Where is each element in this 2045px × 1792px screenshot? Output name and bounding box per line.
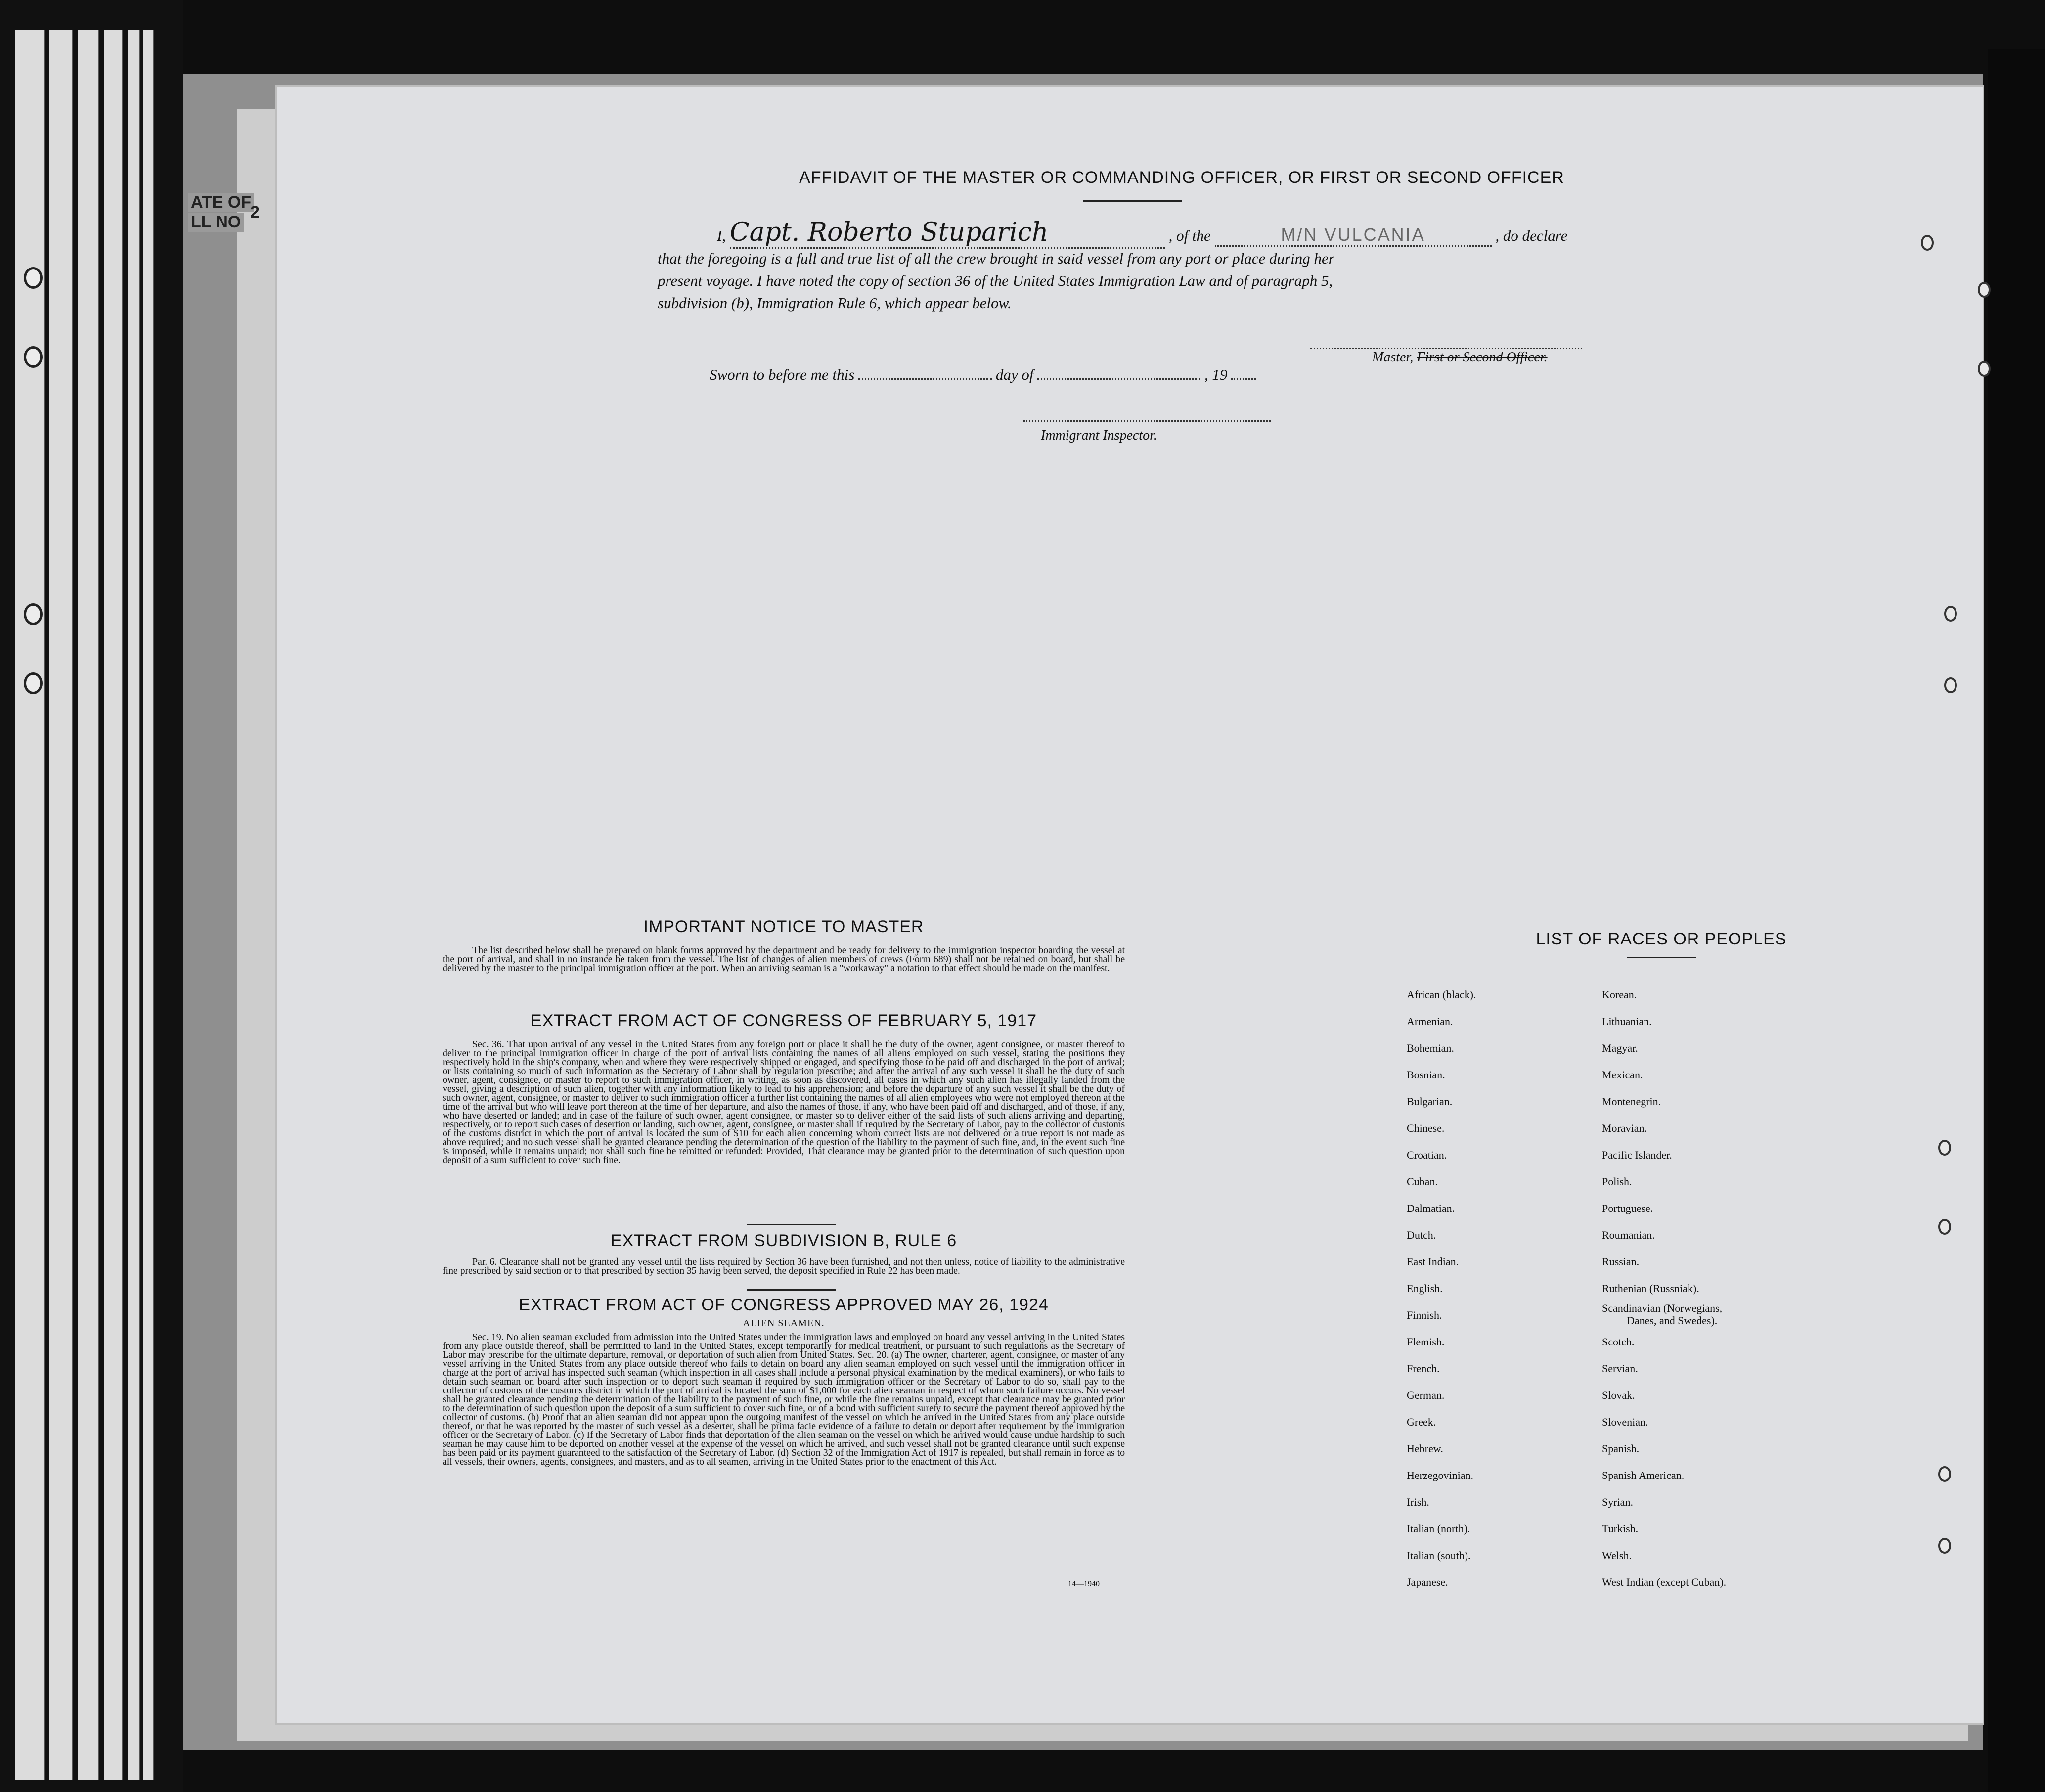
punch-hole	[1921, 235, 1934, 251]
race-item-line: Danes, and Swedes).	[1627, 1314, 1718, 1327]
inspector-signature-line	[1023, 420, 1271, 422]
binder-sheet	[15, 30, 45, 1780]
punch-hole	[1944, 606, 1957, 622]
punch-hole	[1938, 1219, 1951, 1235]
race-item: Pacific Islander.	[1602, 1149, 1672, 1161]
race-item: Spanish American.	[1602, 1469, 1685, 1481]
master-label: Master,	[1372, 350, 1414, 365]
race-item: Slovak.	[1602, 1389, 1635, 1401]
race-item: Japanese.	[1407, 1576, 1448, 1588]
sworn-line	[710, 366, 1256, 384]
race-item: French.	[1407, 1362, 1440, 1375]
vessel-field	[1215, 224, 1492, 247]
sworn-label: Sworn to before me this	[710, 366, 855, 383]
punch-hole	[1978, 282, 1991, 298]
race-item: Turkish.	[1602, 1523, 1639, 1535]
edge-fragment: LL NO	[188, 213, 244, 232]
race-item: Scotch.	[1602, 1336, 1635, 1348]
race-item: Bosnian.	[1407, 1069, 1445, 1081]
binder-sheet	[143, 30, 154, 1780]
race-item: Welsh.	[1602, 1549, 1632, 1562]
races-column-2	[1602, 982, 1726, 1596]
punch-hole	[24, 267, 43, 289]
race-item: Italian (north).	[1407, 1523, 1470, 1535]
of-the-label: , of the	[1168, 227, 1211, 244]
signer-field	[730, 218, 1165, 249]
race-item: Ruthenian (Russniak).	[1602, 1282, 1699, 1295]
scan-edge	[1988, 49, 2045, 1792]
race-item: Armenian.	[1407, 1015, 1453, 1028]
extract-1917-body: Sec. 36. That upon arrival of any vessel in the United States from any foreign port or place it shall be the duty of the owner, agent consignee, or master thereof to deliver to the principal immigration officer in charge of the port of arrival lists containing the names of all aliens employed on such vessel, stating the positions they respectively hold in the ship's company, when and where they were respectively shipped or engaged, and specifying those to be paid off and discharged in the port of arrival; or lists containing so much of such information as the Secretary of Labor shall by regulation prescribe; and after the arrival of any such vessel it shall be the duty of such owner, agent, consignee, or master to report to such immigration officer, in writing, as soon as discovered, all cases in which any such alien has illegally landed from the vessel, giving a description of such alien, together with any information likely to lead to his apprehension; and before the departure of any such vessel it shall be the duty of such owner, agent, consignee, or master to deliver to such immigration officer a further list containing the names of all alien employees who were not employed thereon at the time of the arrival but who will leave port thereon at the time of her departure, and also the names of those, if any, who have been paid off and discharged, and of those, if any, who have deserted or landed; and in case of the failure of such owner, agent consignee, or master so to deliver either of the said lists of such aliens arriving and departing, respectively, or to report such cases of desertion or landing, such owner, agent, consignee, or master shall if required by the Secretary of Labor, pay to the collector of customs of the customs district in which the port of arrival is located the sum of $10 for each alien concerning whom correct lists are not delivered or a true report is not made as above required; and no such vessel shall be granted clearance pending the determination of the question of the liability to the payment of such fine, and, in the event such fine is imposed, while it remains unpaid; nor shall such fine be remitted or refunded: Provided, That clearance may be granted prior to the determination of such question upon deposit of a sum sufficient to cover such fine.	[443, 1039, 1125, 1165]
race-item: Bohemian.	[1407, 1042, 1454, 1054]
extract-rule6-title: EXTRACT FROM SUBDIVISION B, RULE 6	[610, 1231, 957, 1250]
race-item: Dalmatian.	[1407, 1202, 1455, 1214]
declaration-body-line: subdivision (b), Immigration Rule 6, which appear below.	[658, 294, 1012, 312]
race-item: Servian.	[1602, 1362, 1638, 1375]
race-item: Spanish.	[1602, 1442, 1640, 1455]
race-item: Portuguese.	[1602, 1202, 1653, 1214]
punch-hole	[1938, 1140, 1951, 1156]
binder-sheet	[78, 30, 99, 1780]
title-rule	[1083, 200, 1182, 202]
race-item: Syrian.	[1602, 1496, 1633, 1508]
signer-signature: Capt. Roberto Stuparich	[729, 218, 1049, 247]
extract-1924-body: Sec. 19. No alien seaman excluded from admission into the United States under the immigration laws and employed on board any vessel arriving in the United States from any place outside thereof, shall be permitted to land in the United States, except temporarily for medical treatment, or pursuant to such regulations as the Secretary of Labor may prescribe for the ultimate departure, removal, or deportation of such alien from United States. Sec. 20. (a) The owner, charterer, agent, consignee, or master of any vessel arriving in the United States from any place outside thereof who fails to detain on board any alien seaman employed on such vessel until the immigration officer in charge at the port of arrival has inspected such seaman (which inspection in all cases shall include a personal physical examination by the medical examiners), or who fails to detain such seaman on board after such inspection or to deport such seaman if required by such immigration officer or the Secretary of Labor to do so, shall pay to the collector of customs of the customs district in which the port of arrival is located the sum of $1,000 for each alien seaman in respect of whom such failure occurs. No vessel shall be granted clearance pending the determination of the liability to the payment of such fine, or while the fine remains unpaid, except that clearance may be granted prior to the determination of such question upon the deposit of a sum sufficient to cover such fine, or of a bond with sufficient surety to secure the payment thereof approved by the collector of customs. (b) Proof that an alien seaman did not appear upon the outgoing manifest of the vessel on which he arrived in the United States from any place outside thereof, or that he was reported by the master of such vessel as a deserter, shall be prima facie evidence of a failure to detain or deport after requirement by the immigration officer or the Secretary of Labor. (c) If the Secretary of Labor finds that deportation of the alien seaman on the vessel on which he arrived would cause undue hardship to such seaman he may cause him to be deported on another vessel at the expense of the vessel on which he arrived, and such vessel shall not be granted clearance until such expense has been paid or its payment guaranteed to the satisfaction of the Secretary of Labor. (d) Section 32 of the Immigration Act of 1917 is repealed, but shall remain in force as to all vessels, their owners, agents, consignees, and masters, and as to all seamen, arriving in the United States prior to the enactment of this Act.	[443, 1332, 1125, 1467]
race-item: Flemish.	[1407, 1336, 1445, 1348]
race-item: Herzegovinian.	[1407, 1469, 1473, 1481]
year-label: , 19	[1204, 366, 1228, 383]
races-column-1	[1407, 982, 1476, 1596]
declaration-line	[717, 218, 1567, 249]
race-item-line: Scandinavian (Norwegians,	[1602, 1302, 1723, 1314]
race-item: Finnish.	[1407, 1309, 1442, 1321]
binder-sheet	[49, 30, 73, 1780]
race-item: African (black).	[1407, 988, 1476, 1001]
race-item: Chinese.	[1407, 1122, 1445, 1134]
day-of-label: day of	[995, 366, 1034, 383]
race-item-scandinavian	[1602, 1302, 1726, 1329]
race-item: Greek.	[1407, 1416, 1436, 1428]
declaration-body-line: present voyage. I have noted the copy of section 36 of the United States Immigration Law and of paragraph 5,	[658, 272, 1333, 289]
race-item: Hebrew.	[1407, 1442, 1443, 1455]
extract-1924-subtitle: ALIEN SEAMEN.	[743, 1318, 825, 1329]
inspector-caption: Immigrant Inspector.	[1041, 428, 1157, 443]
race-item: Cuban.	[1407, 1175, 1438, 1188]
master-caption	[1372, 350, 1548, 365]
punch-hole	[24, 672, 43, 694]
race-item: West Indian (except Cuban).	[1602, 1576, 1727, 1588]
officer-label-struck: First or Second Officer.	[1417, 350, 1548, 365]
race-item: Russian.	[1602, 1255, 1640, 1268]
punch-hole	[1938, 1538, 1951, 1554]
binder-sheet	[128, 30, 140, 1780]
punch-hole	[24, 603, 43, 625]
form-number: 14—1940	[1068, 1580, 1100, 1588]
affidavit-title: AFFIDAVIT OF THE MASTER OR COMMANDING OFFICER, OR FIRST OR SECOND OFFICER	[799, 168, 1564, 187]
race-item: Bulgarian.	[1407, 1095, 1453, 1108]
races-title: LIST OF RACES OR PEOPLES	[1536, 930, 1787, 948]
edge-number: 2	[250, 203, 260, 222]
vessel-name: M/N VULCANIA	[1281, 224, 1425, 245]
race-item: English.	[1407, 1282, 1443, 1295]
punch-hole	[24, 346, 43, 368]
punch-hole	[1978, 361, 1991, 377]
punch-hole	[1944, 677, 1957, 693]
edge-fragment: ATE OF	[188, 193, 254, 212]
race-item: Mexican.	[1602, 1069, 1643, 1081]
race-item: Slovenian.	[1602, 1416, 1648, 1428]
year-field	[1231, 378, 1256, 380]
i-label: I,	[717, 227, 726, 244]
race-item: Irish.	[1407, 1496, 1429, 1508]
month-field	[1037, 378, 1200, 380]
binder-sheet	[104, 30, 123, 1780]
race-item: Montenegrin.	[1602, 1095, 1661, 1108]
race-item: Roumanian.	[1602, 1229, 1655, 1241]
race-item: Dutch.	[1407, 1229, 1436, 1241]
race-item: Croatian.	[1407, 1149, 1447, 1161]
race-item: German.	[1407, 1389, 1445, 1401]
extract-1917-title: EXTRACT FROM ACT OF CONGRESS OF FEBRUARY 5, 1917	[530, 1011, 1037, 1030]
section-rule	[747, 1289, 836, 1291]
manifest-page	[277, 87, 1983, 1723]
extract-rule6-body: Par. 6. Clearance shall not be granted any vessel until the lists required by Section 36 have been furnished, and not then unless, notice of liability to the administrative fine prescribed by said section or to that prescribed by section 35 havig been served, the deposit specified in Rule 22 has been made.	[443, 1256, 1125, 1276]
races-rule	[1627, 957, 1696, 958]
punch-hole	[1938, 1466, 1951, 1482]
do-declare-label: , do declare	[1495, 227, 1568, 244]
notice-body: The list described below shall be prepared on blank forms approved by the department and be ready for delivery to the immigration inspector boarding the vessel at the port of arrival, and shall in no instance be taken from the vessel. The list of changes of alien members of crews (Form 689) shall not be retained on board, but shall be delivered by the master to the principal immigration officer at the port. When an arriving seaman is a "workaway" a notation to that effect should be made on the manifest.	[443, 945, 1125, 974]
declaration-body-line: that the foregoing is a full and true list of all the crew brought in said vessel from any port or place during her	[658, 250, 1334, 267]
race-item: Polish.	[1602, 1175, 1632, 1188]
extract-1924-title: EXTRACT FROM ACT OF CONGRESS APPROVED MAY 26, 1924	[519, 1296, 1049, 1314]
race-item: Lithuanian.	[1602, 1015, 1652, 1028]
binder-stack	[0, 0, 183, 1792]
race-item: Korean.	[1602, 988, 1637, 1001]
day-field	[858, 378, 992, 380]
race-item: Magyar.	[1602, 1042, 1638, 1054]
section-rule	[747, 1224, 836, 1225]
race-item: Moravian.	[1602, 1122, 1647, 1134]
notice-title: IMPORTANT NOTICE TO MASTER	[643, 917, 924, 936]
race-item: East Indian.	[1407, 1255, 1459, 1268]
master-signature-line	[1310, 348, 1582, 349]
race-item: Italian (south).	[1407, 1549, 1471, 1562]
